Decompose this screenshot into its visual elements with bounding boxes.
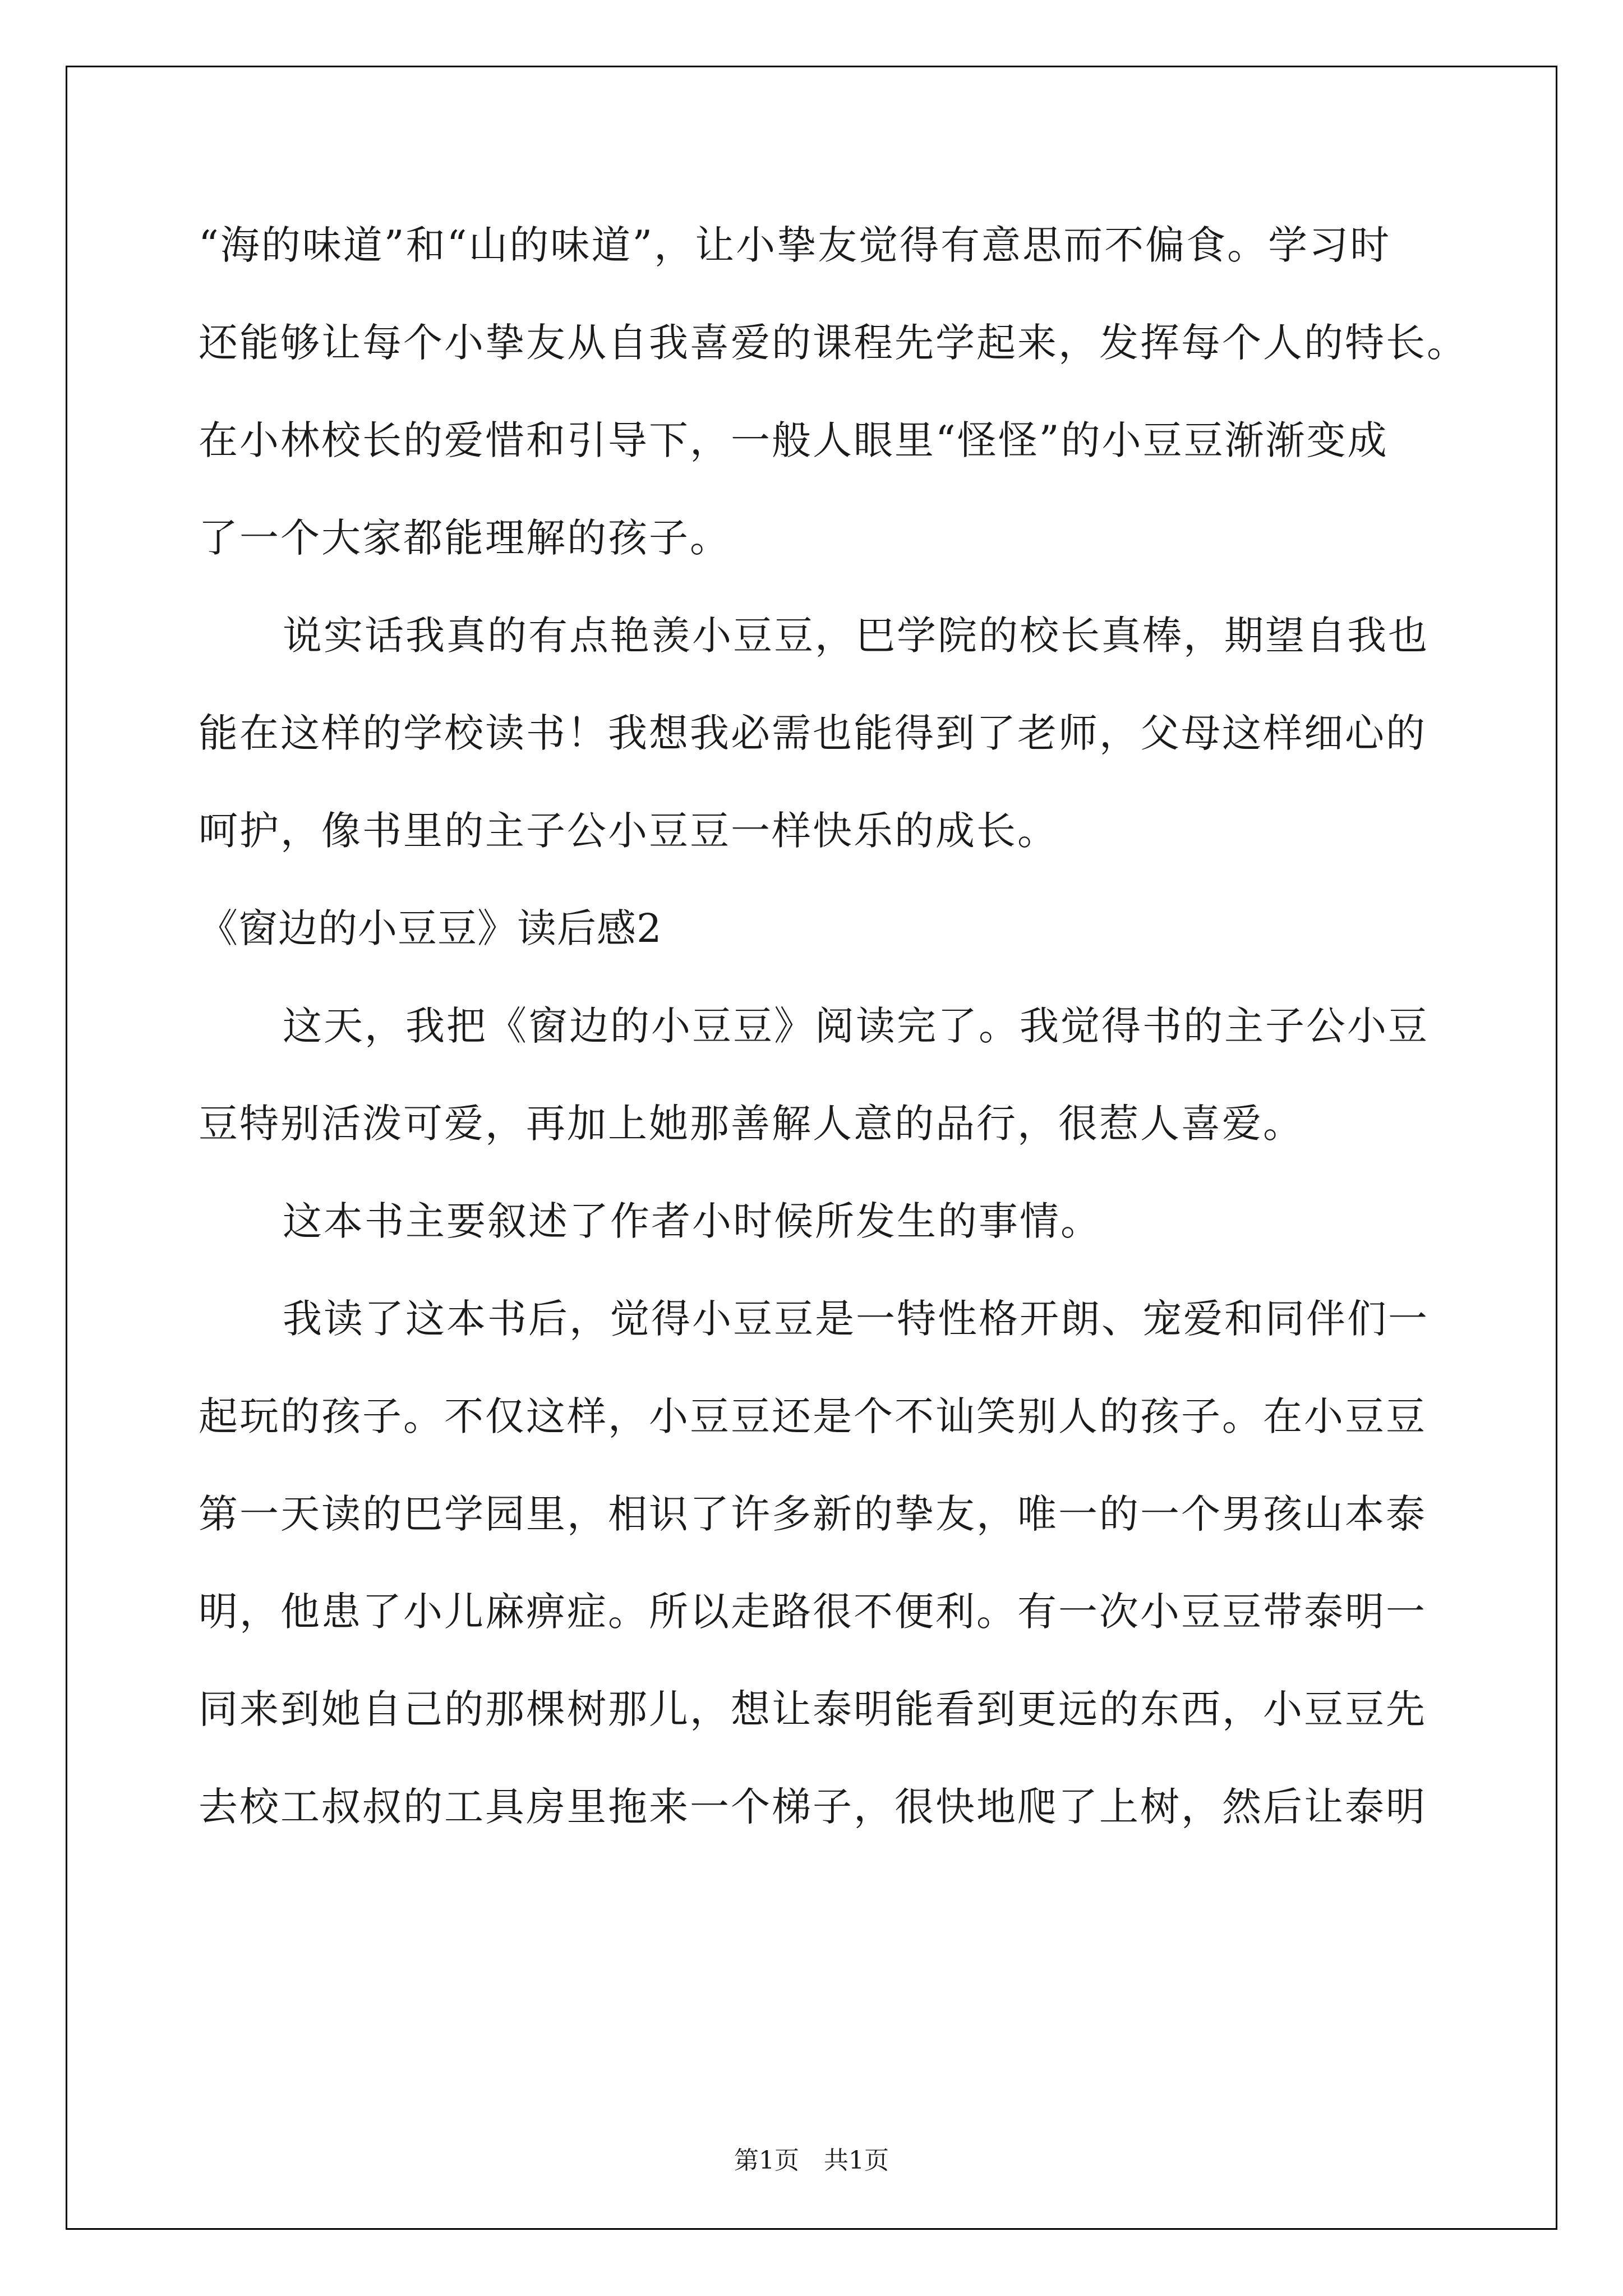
- page-footer: 第1页 共1页: [734, 2146, 889, 2175]
- text-line: 同来到她自己的那棵树那儿，想让泰明能看到更远的东西，小豆豆先: [199, 1686, 1427, 1732]
- text-line: 能在这样的学校读书！我想我必需也能得到了老师，父母这样细心的: [199, 710, 1427, 756]
- text-line: 了一个大家都能理解的孩子。: [199, 515, 731, 561]
- text-line: 说实话我真的有点艳羡小豆豆，巴学院的校长真棒，期望自我也: [283, 613, 1429, 659]
- text-line: 还能够让每个小挚友从自我喜爱的课程先学起来，发挥每个人的特长。: [199, 320, 1468, 366]
- text-line: 我读了这本书后，觉得小豆豆是一特性格开朗、宠爱和同伴们一: [283, 1296, 1429, 1342]
- text-line: 明，他患了小儿麻痹症。所以走路很不便利。有一次小豆豆带泰明一: [199, 1589, 1427, 1635]
- text-line: 去校工叔叔的工具房里拖来一个梯子，很快地爬了上树，然后让泰明: [199, 1784, 1427, 1830]
- text-line: 豆特别活泼可爱，再加上她那善解人意的品行，很惹人喜爱。: [199, 1101, 1304, 1147]
- text-line: “海的味道”和“山的味道”，让小挚友觉得有意思而不偏食。学习时: [199, 222, 1391, 268]
- text-line: 第一天读的巴学园里，相识了许多新的挚友，唯一的一个男孩山本泰: [199, 1491, 1427, 1537]
- text-line: 在小林校长的爱惜和引导下，一般人眼里“怪怪”的小豆豆渐渐变成: [199, 417, 1389, 463]
- text-line: 呵护，像书里的主子公小豆豆一样快乐的成长。: [199, 808, 1058, 854]
- text-line: 起玩的孩子。不仅这样，小豆豆还是个不讪笑别人的孩子。在小豆豆: [199, 1393, 1427, 1439]
- document-body: [199, 215, 1468, 1875]
- text-line: 这本书主要叙述了作者小时候所发生的事情。: [283, 1198, 1101, 1244]
- section-heading: 《窗边的小豆豆》读后感2: [199, 905, 662, 951]
- text-line: 这天，我把《窗边的小豆豆》阅读完了。我觉得书的主子公小豆: [283, 1003, 1429, 1049]
